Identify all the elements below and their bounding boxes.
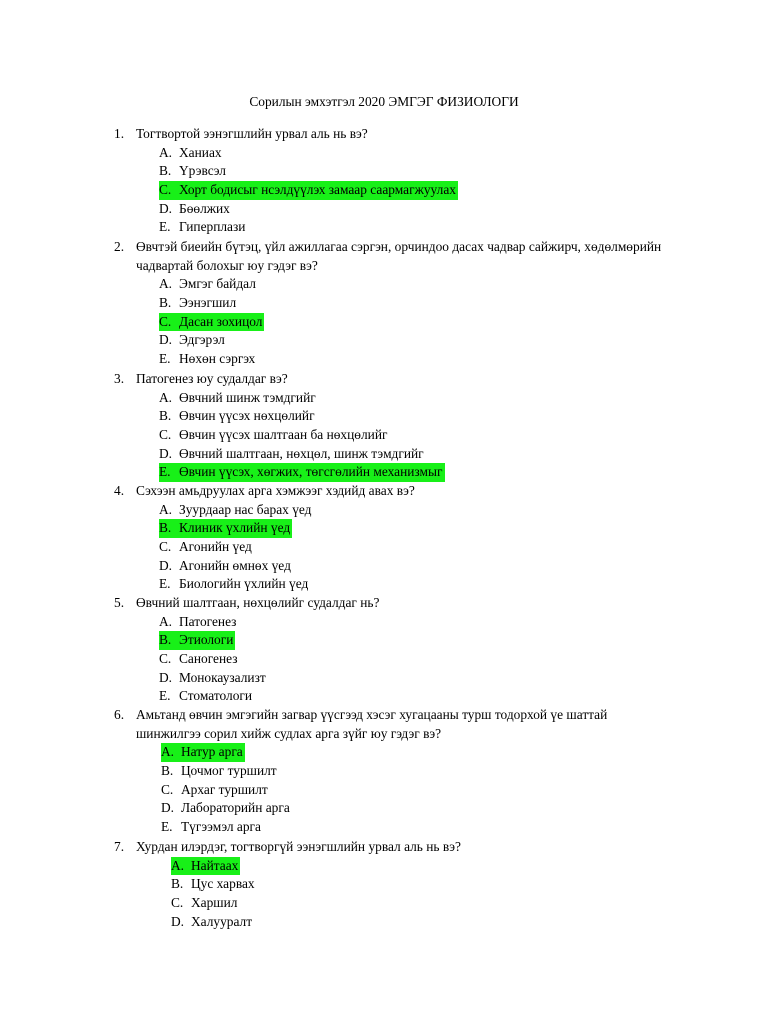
- question-4: [0, 482, 768, 594]
- answer-text: [159, 218, 247, 237]
- answer-option: [0, 913, 768, 932]
- option-letter: B.: [159, 295, 172, 311]
- option-text: Түгээмэл арга: [181, 819, 261, 835]
- question-7: [0, 838, 768, 931]
- answer-text: [171, 913, 254, 932]
- answer-text: [161, 762, 279, 781]
- answer-option: [0, 144, 768, 163]
- option-text: Саногенез: [179, 651, 238, 667]
- option-text: Өвчний шалтгаан, нөхцөл, шинж тэмдгийг: [179, 445, 424, 461]
- answer-text: [159, 200, 232, 219]
- option-letter: B.: [159, 632, 172, 648]
- answer-text: [159, 501, 313, 520]
- option-text: Халууралт: [191, 913, 253, 929]
- question-number: 1.: [114, 126, 125, 141]
- option-letter: E.: [159, 351, 171, 367]
- answer-text: [159, 613, 238, 632]
- answer-option: [0, 557, 768, 576]
- answer-options: [0, 501, 768, 594]
- option-text: Архаг туршилт: [181, 781, 268, 797]
- option-text: Бөөлжих: [179, 200, 230, 216]
- option-letter: E.: [161, 819, 173, 835]
- answer-options: [0, 613, 768, 706]
- question-number: 4.: [114, 483, 125, 498]
- answer-option: [0, 781, 768, 800]
- option-text: Ээнэгшил: [179, 295, 237, 311]
- option-letter: C.: [159, 539, 172, 555]
- answer-option: [0, 538, 768, 557]
- option-letter: E.: [159, 576, 171, 592]
- answer-options: [0, 857, 768, 932]
- answer-option: [0, 575, 768, 594]
- question-text-line: [0, 594, 768, 613]
- option-text: Найтаах: [191, 857, 239, 873]
- option-text: Клиник үхлийн үед: [179, 520, 291, 536]
- option-letter: D.: [159, 332, 173, 348]
- question-number: 7.: [114, 839, 125, 854]
- question-number: 6.: [114, 707, 125, 722]
- option-letter: D.: [171, 913, 185, 929]
- answer-option: [0, 631, 768, 650]
- option-text: Ханиах: [179, 144, 222, 160]
- correct-answer-highlight: [159, 631, 235, 650]
- answer-option: [0, 445, 768, 464]
- option-letter: D.: [159, 445, 173, 461]
- answer-text: [159, 389, 318, 408]
- question-text: чадвартай болохыг юу гэдэг вэ?: [136, 257, 318, 273]
- answer-option: [0, 162, 768, 181]
- answer-option: [0, 407, 768, 426]
- option-text: Өвчин үүсэх шалтгаан ба нөхцөлийг: [179, 427, 388, 443]
- answer-option: [0, 218, 768, 237]
- option-text: Монокаузализт: [179, 669, 266, 685]
- option-text: Зуурдаар нас барах үед: [179, 501, 312, 517]
- answer-text: [159, 557, 293, 576]
- option-letter: C.: [159, 182, 172, 198]
- answer-option: [0, 350, 768, 369]
- option-letter: D.: [159, 669, 173, 685]
- option-letter: C.: [161, 781, 174, 797]
- answer-option: [0, 613, 768, 632]
- question-text: Өвчний шалтгаан, нөхцөлийг судалдаг нь?: [136, 595, 380, 610]
- correct-answer-highlight: [159, 519, 292, 538]
- question-text: Патогенез юу судалдаг вэ?: [136, 371, 288, 386]
- question-text: шинжилгээ сорил хийж судлах арга зүйг юу гэдэг вэ?: [136, 725, 442, 741]
- question-text-line: [0, 125, 768, 144]
- answer-option: [0, 743, 768, 762]
- option-letter: B.: [159, 408, 172, 424]
- answer-text: [171, 894, 239, 913]
- option-text: Өвчин үүсэх, хөгжих, төгсгөлийн механизмыг: [179, 464, 443, 480]
- answer-option: [0, 181, 768, 200]
- question-2: [0, 238, 768, 369]
- option-letter: C.: [159, 651, 172, 667]
- answer-option: [0, 875, 768, 894]
- option-letter: A.: [159, 276, 173, 292]
- answer-options: [0, 389, 768, 482]
- question-text: Хурдан илэрдэг, тогтворгүй ээнэгшлийн урвал аль нь вэ?: [136, 839, 461, 854]
- option-text: Биологийн үхлийн үед: [179, 576, 309, 592]
- answer-text: [159, 275, 258, 294]
- answer-option: [0, 501, 768, 520]
- option-letter: A.: [159, 389, 173, 405]
- answer-text: [159, 650, 240, 669]
- answer-text: [159, 407, 317, 426]
- option-text: Үрэвсэл: [179, 163, 226, 179]
- answer-option: [0, 762, 768, 781]
- question-text-line: [0, 725, 768, 744]
- option-letter: C.: [171, 895, 184, 911]
- option-letter: D.: [159, 557, 173, 573]
- answer-options: [0, 144, 768, 237]
- answer-option: [0, 426, 768, 445]
- correct-answer-highlight: [171, 857, 240, 876]
- answer-text: [159, 575, 310, 594]
- option-text: Дасан зохицол: [179, 313, 263, 329]
- option-text: Натур арга: [181, 744, 243, 760]
- question-text: Сэхээн амьдруулах арга хэмжээг хэдийд авах вэ?: [136, 483, 415, 498]
- answer-text: [171, 875, 257, 894]
- question-text-line: [0, 482, 768, 501]
- option-text: Эмгэг байдал: [179, 276, 256, 292]
- option-text: Өвчний шинж тэмдгийг: [179, 389, 316, 405]
- option-letter: B.: [161, 763, 174, 779]
- option-text: Этиологи: [179, 632, 234, 648]
- question-text-line: [0, 238, 768, 257]
- correct-answer-highlight: [159, 313, 264, 332]
- answer-option: [0, 519, 768, 538]
- option-text: Эдгэрэл: [179, 332, 225, 348]
- option-text: Стоматологи: [179, 688, 253, 704]
- answer-text: [159, 144, 224, 163]
- answer-text: [159, 162, 228, 181]
- answer-text: [159, 331, 227, 350]
- question-number: 2.: [114, 239, 125, 254]
- answer-text: [159, 538, 254, 557]
- option-letter: E.: [159, 464, 171, 480]
- answer-text: [161, 818, 263, 837]
- page-title: Сорилын эмхэтгэл 2020 ЭМГЭГ ФИЗИОЛОГИ: [249, 94, 519, 109]
- answer-option: [0, 857, 768, 876]
- answer-options: [0, 743, 768, 836]
- option-letter: A.: [159, 144, 173, 160]
- option-letter: E.: [159, 219, 171, 235]
- answer-option: [0, 799, 768, 818]
- option-text: Нөхөн сэргэх: [179, 351, 256, 367]
- answer-option: [0, 894, 768, 913]
- question-3: [0, 370, 768, 482]
- answer-option: [0, 669, 768, 688]
- question-text: Амьтанд өвчин эмгэгийн загвар үүсгээд хэсэг хугацааны турш тодорхой үе шаттай: [136, 707, 608, 722]
- option-text: Патогенез: [179, 613, 237, 629]
- correct-answer-highlight: [159, 463, 445, 482]
- question-text-line: [0, 370, 768, 389]
- option-letter: E.: [159, 688, 171, 704]
- answer-option: [0, 294, 768, 313]
- answer-option: [0, 275, 768, 294]
- answer-text: [159, 294, 238, 313]
- option-letter: B.: [171, 876, 184, 892]
- option-letter: A.: [159, 613, 173, 629]
- option-letter: D.: [161, 800, 175, 816]
- option-letter: C.: [159, 427, 172, 443]
- option-letter: A.: [159, 501, 173, 517]
- answer-text: [161, 781, 270, 800]
- question-text-line: [0, 706, 768, 725]
- answer-option: [0, 389, 768, 408]
- option-text: Цус харвах: [191, 876, 255, 892]
- question-text-line: [0, 838, 768, 857]
- option-text: Лабораторийн арга: [181, 800, 290, 816]
- answer-text: [159, 350, 257, 369]
- answer-options: [0, 275, 768, 368]
- answer-text: [159, 669, 268, 688]
- question-number: 3.: [114, 371, 125, 386]
- question-6: [0, 706, 768, 837]
- option-letter: C.: [159, 313, 172, 329]
- question-text: Тогтвортой ээнэгшлийн урвал аль нь вэ?: [136, 126, 368, 141]
- option-letter: D.: [159, 200, 173, 216]
- correct-answer-highlight: [161, 743, 245, 762]
- answer-option: [0, 818, 768, 837]
- correct-answer-highlight: [159, 181, 458, 200]
- answer-option: [0, 331, 768, 350]
- answer-text: [161, 799, 292, 818]
- option-letter: B.: [159, 163, 172, 179]
- option-text: Агонийн үед: [179, 539, 252, 555]
- question-text: Өвчтэй биеийн бүтэц, үйл ажиллагаа сэргэн, орчиндоо дасах чадвар сайжирч, хөдөлмөрийн: [136, 239, 662, 254]
- option-text: Гиперплази: [179, 219, 246, 235]
- question-1: [0, 125, 768, 237]
- answer-text: [159, 445, 426, 464]
- option-letter: A.: [161, 744, 175, 760]
- question-text-line: [0, 257, 768, 276]
- option-text: Цочмог туршилт: [181, 763, 277, 779]
- option-text: Хорт бодисыг нсэлдүүлэх замаар саармагжуулах: [179, 182, 456, 198]
- option-text: Агонийн өмнөх үед: [179, 557, 291, 573]
- option-text: Өвчин үүсэх нөхцөлийг: [179, 408, 315, 424]
- question-5: [0, 594, 768, 706]
- answer-option: [0, 313, 768, 332]
- answer-option: [0, 650, 768, 669]
- option-text: Харшил: [191, 895, 238, 911]
- answer-option: [0, 200, 768, 219]
- option-letter: B.: [159, 520, 172, 536]
- answer-option: [0, 687, 768, 706]
- answer-text: [159, 426, 390, 445]
- option-letter: A.: [171, 857, 185, 873]
- answer-text: [159, 687, 254, 706]
- answer-option: [0, 463, 768, 482]
- question-number: 5.: [114, 595, 125, 610]
